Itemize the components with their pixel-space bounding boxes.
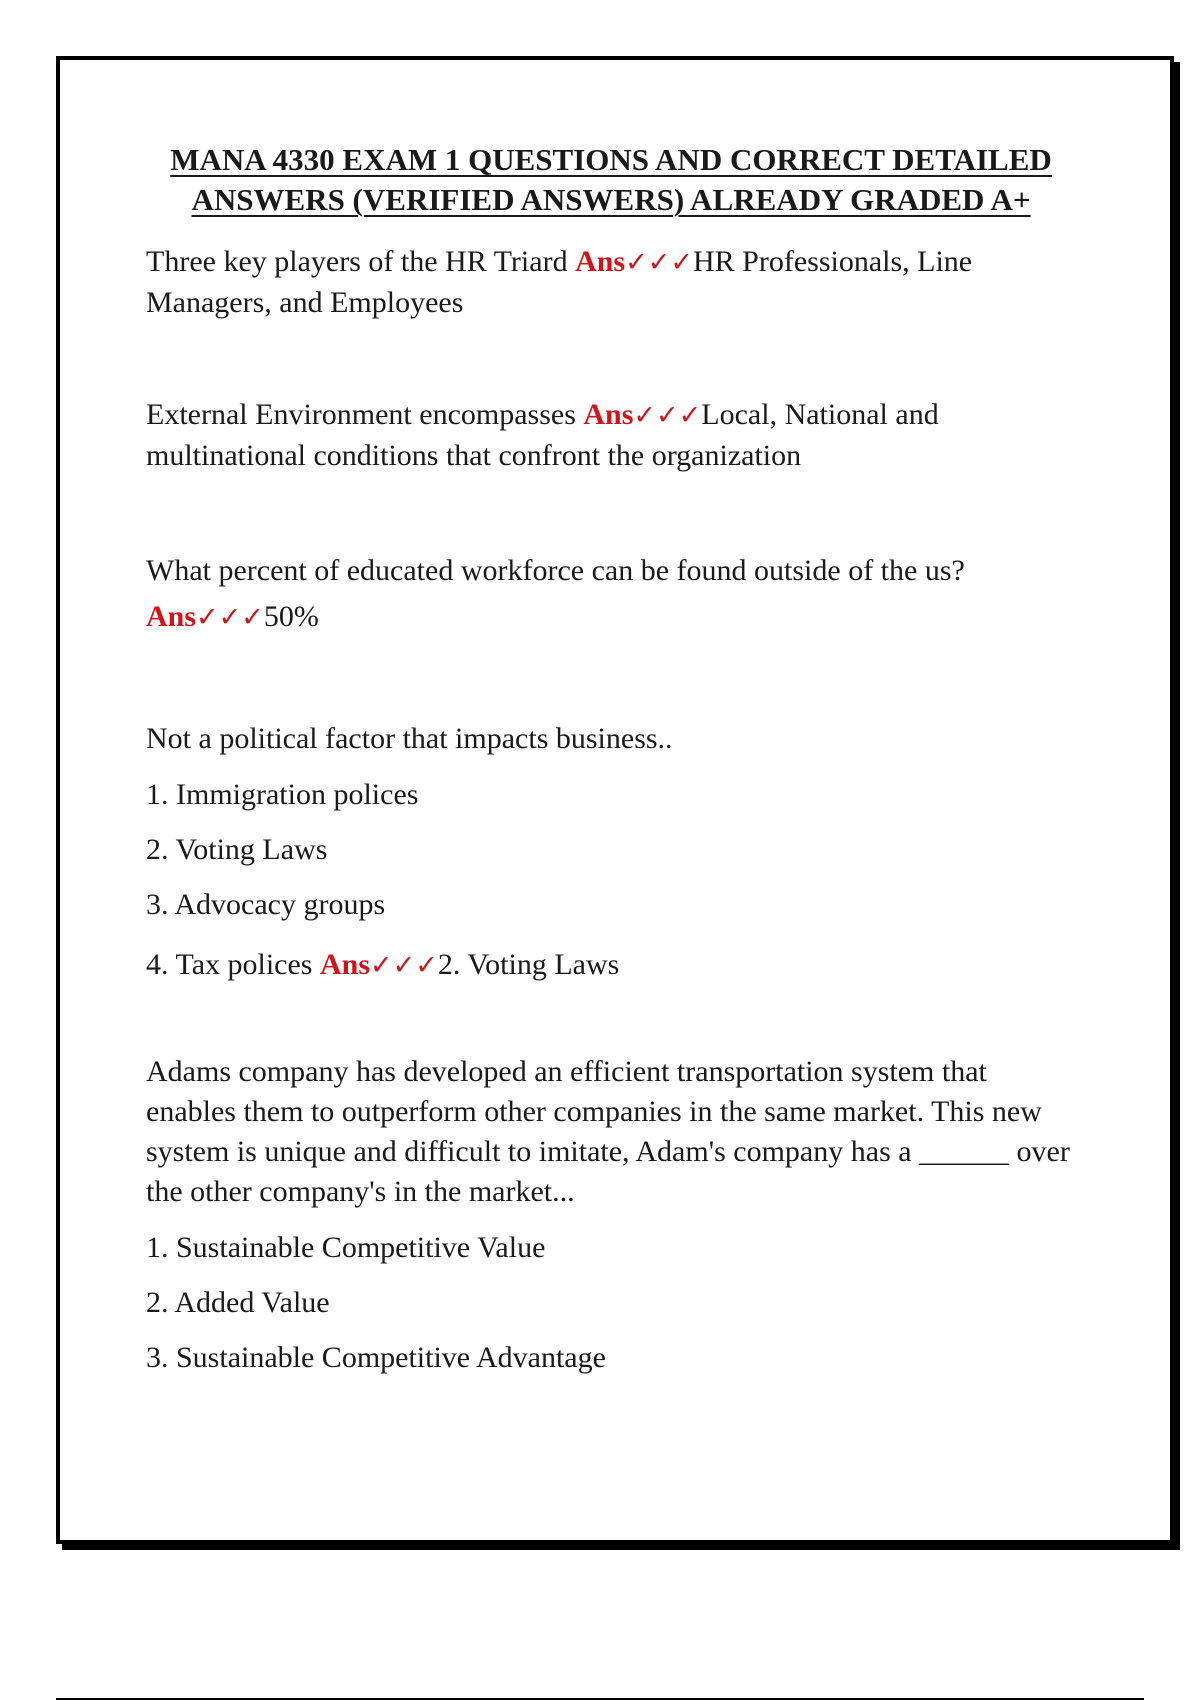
question-5-option-1: 1. Sustainable Competitive Value xyxy=(146,1231,546,1264)
question-3-text: What percent of educated workforce can be found outside of the us? xyxy=(146,554,965,587)
document-content xyxy=(146,140,1076,1378)
answer-2-text: Local, National and multinational conditions that confront the organization xyxy=(146,398,939,472)
document-title xyxy=(146,140,1076,220)
question-4-option-1: 1. Immigration polices xyxy=(146,778,419,811)
checkmark-icon: ✓✓✓ xyxy=(196,602,264,633)
question-2 xyxy=(146,395,1076,476)
answer-label: Ans xyxy=(146,600,197,633)
question-4-option-4: 4. Tax polices xyxy=(146,948,320,981)
answer-label: Ans xyxy=(583,398,634,431)
question-1-text: Three key players of the HR Triard xyxy=(146,245,576,278)
checkmark-icon: ✓✓✓ xyxy=(370,950,438,981)
answer-3-text: 50% xyxy=(263,600,319,633)
answer-label: Ans xyxy=(319,948,371,981)
question-1 xyxy=(146,242,1076,323)
question-5-option-3: 3. Sustainable Competitive Advantage xyxy=(146,1341,606,1374)
question-4-text: Not a political factor that impacts business.. xyxy=(146,722,673,755)
question-5-option-2: 2. Added Value xyxy=(146,1286,330,1319)
title-line-2: ANSWERS (VERIFIED ANSWERS) ALREADY GRADED A+ xyxy=(191,182,1031,217)
question-4-option-3: 3. Advocacy groups xyxy=(146,888,386,921)
question-4 xyxy=(146,719,1076,759)
answer-4-text: 2. Voting Laws xyxy=(437,948,620,981)
question-3 xyxy=(146,548,1076,641)
checkmark-icon: ✓✓✓ xyxy=(633,400,702,431)
checkmark-icon: ✓✓✓ xyxy=(625,247,693,278)
question-4-option-2: 2. Voting Laws xyxy=(146,833,328,866)
question-4-option-4-with-answer xyxy=(146,945,1076,986)
question-2-text: External Environment encompasses xyxy=(146,398,584,431)
answer-label: Ans xyxy=(575,245,626,278)
question-5: Adams company has developed an efficient transportation system that enables them to outperform other companies in the same market. This new system is unique and difficult to imitate, Adam's company has a ______ over the other company's in the market... xyxy=(146,1055,1070,1208)
title-line-1: MANA 4330 EXAM 1 QUESTIONS AND CORRECT DETAILED xyxy=(170,142,1052,177)
answer-1-text: HR Professionals, Line Managers, and Employees xyxy=(146,245,973,319)
